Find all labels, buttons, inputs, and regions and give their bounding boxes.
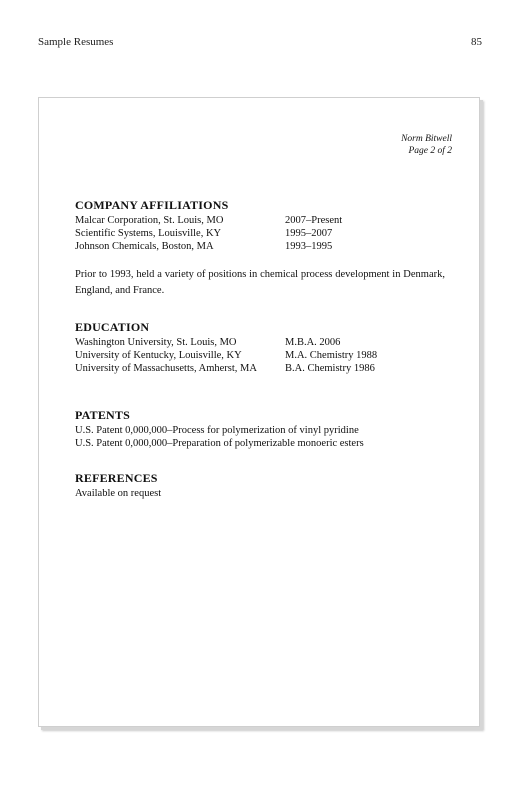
patent-item: U.S. Patent 0,000,000–Preparation of polymerizable monoeric esters <box>75 438 364 449</box>
affiliation-row <box>75 214 455 227</box>
applicant-name: Norm Bitwell <box>401 134 452 144</box>
patents-section <box>75 408 455 450</box>
education-row <box>75 336 455 349</box>
education-degree: M.A. Chemistry 1988 <box>285 350 378 361</box>
affiliation-row <box>75 240 455 253</box>
affiliation-company: Johnson Chemicals, Boston, MA <box>75 241 214 252</box>
resume-page <box>38 97 480 727</box>
affiliation-row <box>75 227 455 240</box>
prior-experience-note: Prior to 1993, held a variety of positions in chemical process development in Denmark, England, and France. <box>75 269 445 296</box>
page-count: Page 2 of 2 <box>408 146 452 156</box>
section-title: COMPANY AFFILIATIONS <box>75 198 229 212</box>
education-row <box>75 362 455 375</box>
education-school: University of Kentucky, Louisville, KY <box>75 350 242 361</box>
education-school: Washington University, St. Louis, MO <box>75 337 237 348</box>
running-head-title: Sample Resumes <box>38 36 114 48</box>
affiliation-years: 2007–Present <box>285 215 343 226</box>
section-title: EDUCATION <box>75 320 150 334</box>
education-degree: B.A. Chemistry 1986 <box>285 363 375 374</box>
company-affiliations-section <box>75 198 455 299</box>
references-section <box>75 471 455 500</box>
affiliation-years: 1993–1995 <box>285 241 333 252</box>
references-text: Available on request <box>75 488 162 499</box>
education-degree: M.B.A. 2006 <box>285 337 341 348</box>
section-title: REFERENCES <box>75 471 158 485</box>
education-section <box>75 320 455 375</box>
patent-item: U.S. Patent 0,000,000–Process for polymerization of vinyl pyridine <box>75 425 359 436</box>
section-title: PATENTS <box>75 408 130 422</box>
affiliation-company: Malcar Corporation, St. Louis, MO <box>75 215 224 226</box>
resume-content <box>75 198 455 500</box>
affiliation-years: 1995–2007 <box>285 228 333 239</box>
education-school: University of Massachusetts, Amherst, MA <box>75 363 257 374</box>
page-number: 85 <box>471 36 482 48</box>
page-identifier <box>401 133 452 157</box>
education-row <box>75 349 455 362</box>
affiliation-company: Scientific Systems, Louisville, KY <box>75 228 222 239</box>
